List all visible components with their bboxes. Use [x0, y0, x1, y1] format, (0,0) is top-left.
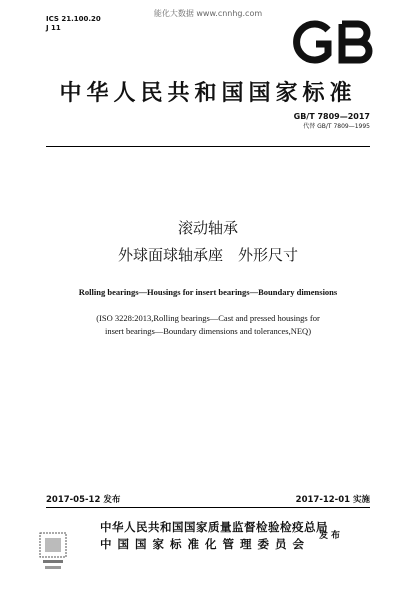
- publish-date: 2017-05-12 发布: [46, 495, 121, 505]
- implement-date: 2017-12-01 实施: [295, 495, 370, 505]
- bottom-divider: [46, 507, 370, 508]
- national-standard-title: 中华人民共和国国家标准: [59, 80, 357, 106]
- iso-reference-line1: (ISO 3228:2013,Rolling bearings—Cast and pressed housings for: [96, 313, 320, 323]
- issuer-line2: 中国国家标准化管理委员会: [100, 537, 310, 551]
- title-zh-line2: 外球面球轴承座 外形尺寸: [117, 246, 298, 264]
- title-en: Rolling bearings—Housings for insert bearings—Boundary dimensions: [78, 287, 338, 297]
- iso-reference-line2: insert bearings—Boundary dimensions and tolerances,NEQ): [104, 326, 312, 336]
- classification-block: [46, 15, 101, 33]
- standard-number: GB/T 7809—2017: [293, 112, 370, 121]
- publish-label: 发布: [319, 531, 344, 541]
- gb-logo: [288, 18, 384, 66]
- watermark-text: 能化大数据 www.cnnhg.com: [153, 9, 263, 18]
- anti-counterfeit-seal-icon: [36, 530, 70, 572]
- top-divider: [46, 146, 370, 147]
- ics-code: ICS 21.100.20: [46, 15, 101, 23]
- issuer-line1: 中华人民共和国国家质量监督检验检疫总局: [100, 520, 328, 534]
- replaces-note: 代替 GB/T 7809—1995: [303, 123, 370, 130]
- ccs-code: J 11: [46, 24, 61, 32]
- title-zh-line1: 滚动轴承: [177, 219, 238, 237]
